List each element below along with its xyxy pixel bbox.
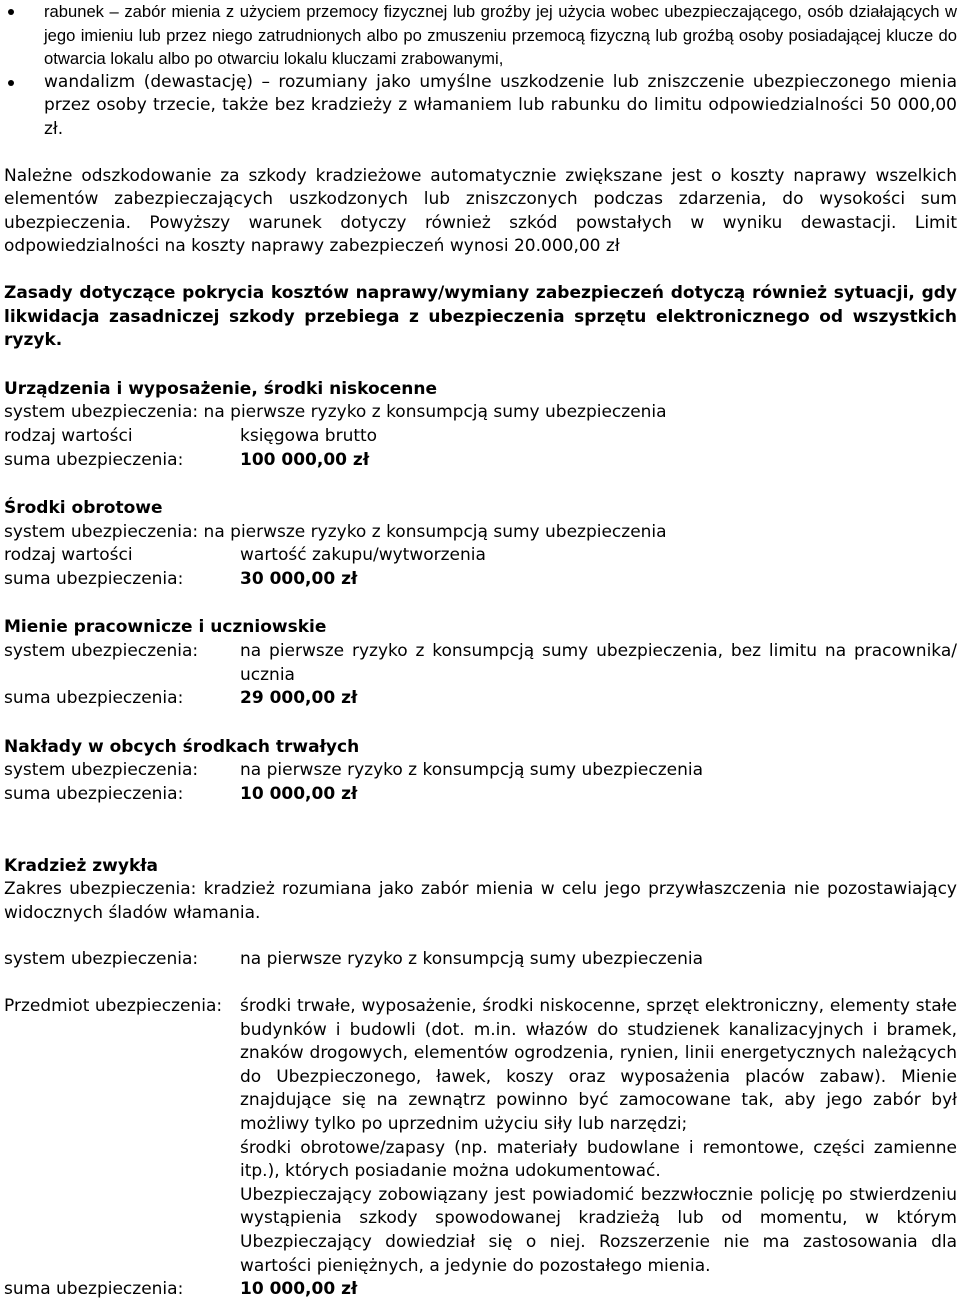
value-type-value: księgowa brutto xyxy=(240,425,378,446)
sum-insured-value: 10 000,00 zł xyxy=(240,784,358,805)
value-type-row xyxy=(4,544,957,568)
sum-insured-row xyxy=(4,568,957,592)
bullet-dot-icon xyxy=(8,9,14,15)
value-type-row xyxy=(4,425,957,449)
subject-label: Przedmiot ubezpieczenia: xyxy=(4,996,223,1016)
section-title-simple-theft: Kradzież zwykła xyxy=(4,855,159,876)
sum-insured-label: suma ubezpieczenia: xyxy=(4,688,184,709)
system-row xyxy=(4,759,957,783)
sum-insured-row xyxy=(4,1278,957,1302)
system-value: na pierwsze ryzyko z konsumpcją sumy ubezpieczenia xyxy=(240,949,704,970)
sum-insured-row xyxy=(4,687,957,711)
sum-insured-row xyxy=(4,783,957,807)
risk-bullet-list xyxy=(4,0,957,142)
section-title-equipment: Urządzenia i wyposażenie, środki niskocenne xyxy=(4,378,438,399)
sum-insured-value: 10 000,00 zł xyxy=(240,1279,358,1300)
system-label: system ubezpieczenia: xyxy=(4,760,199,781)
compensation-paragraph: Należne odszkodowanie za szkody kradzieżowe automatycznie zwiększane jest o koszty naprawy wszelkich elementów zabezpieczających uszkodzonych lub zniszczonych podczas zdarzenia, do wysokości sum ubezpieczenia. Powyższy warunek dotyczy również szkód powstałych w wyniku dewastacji. Limit odpowiedzialności na koszty naprawy zabezpieczeń wynosi 20.000,00 zł xyxy=(4,165,957,257)
sum-insured-label: suma ubezpieczenia: xyxy=(4,784,184,805)
sum-insured-label: suma ubezpieczenia: xyxy=(4,449,184,470)
system-line: system ubezpieczenia: na pierwsze ryzyko z konsumpcją sumy ubezpieczenia xyxy=(4,402,667,423)
value-type-label: rodzaj wartości xyxy=(4,425,133,446)
system-row xyxy=(4,640,957,687)
section-title-employee-property: Mienie pracownicze i uczniowskie xyxy=(4,617,327,638)
security-costs-paragraph: Zasady dotyczące pokrycia kosztów naprawy/wymiany zabezpieczeń dotyczą również sytuacji, gdy likwidacja zasadniczej szkody przebiega z ubezpieczenia sprzętu elektronicznego od wszystkich ryzyk. xyxy=(4,282,957,351)
subject-paragraph: środki trwałe, wyposażenie, środki niskocenne, sprzęt elektroniczny, elementy stałe budynków i budowli (dot. m.in. włazów do studzienek kanalizacyjnych i bramek, znaków drogowych, elementów ogrodzenia, rynien, linii energetycznych należących do Ubezpieczonego, ławek, koszy oraz wyposażenia placów zabaw). Mienie znajdujące się na zewnątrz powinno być zamocowane tak, aby jego zabór był możliwy tylko po uprzednim użyciu siły lub narzędzi; xyxy=(240,996,957,1134)
system-value: na pierwsze ryzyko z konsumpcją sumy ubezpieczenia, bez limitu na pracownika/ ucznia xyxy=(240,641,957,685)
sum-insured-label: suma ubezpieczenia: xyxy=(4,1279,184,1300)
bullet-text: rabunek – zabór mienia z użyciem przemocy fizycznej lub groźby jej użycia wobec ubezpieczającego, osób działających w jego imieniu lub przez niego zatrudnionych albo po zmuszeniu przemocą fizyczną lub groźbą osoby posiadającej klucze do otwarcia lokalu albo po otwarciu lokalu kluczami zrabowanymi, xyxy=(44,2,957,69)
sum-insured-value: 29 000,00 zł xyxy=(240,688,358,709)
bullet-text: wandalizm (dewastację) – rozumiany jako umyślne uszkodzenie lub zniszczenie ubezpieczonego mienia przez osoby trzecie, także bez kradzieży z włamaniem lub rabunku do limitu odpowiedzialności 50 000,00 zł. xyxy=(44,71,957,139)
section-title-outlays: Nakłady w obcych środkach trwałych xyxy=(4,736,360,757)
value-type-label: rodzaj wartości xyxy=(4,545,133,566)
system-row xyxy=(4,948,957,972)
system-line: system ubezpieczenia: na pierwsze ryzyko z konsumpcją sumy ubezpieczenia xyxy=(4,521,667,542)
bullet-wandalizm xyxy=(4,71,957,142)
sum-insured-row xyxy=(4,449,957,473)
sum-insured-label: suma ubezpieczenia: xyxy=(4,568,184,589)
system-value: na pierwsze ryzyko z konsumpcją sumy ubezpieczenia xyxy=(240,760,704,781)
subject-value xyxy=(240,995,957,1278)
system-label: system ubezpieczenia: xyxy=(4,949,199,970)
bullet-rabunek xyxy=(4,0,957,71)
bullet-dot-icon xyxy=(8,80,14,86)
scope-paragraph: Zakres ubezpieczenia: kradzież rozumiana jako zabór mienia w celu jego przywłaszczenia nie pozostawiający widocznych śladów włamania. xyxy=(4,879,957,923)
sum-insured-value: 100 000,00 zł xyxy=(240,449,370,470)
system-label: system ubezpieczenia: xyxy=(4,641,199,662)
value-type-value: wartość zakupu/wytworzenia xyxy=(240,545,486,566)
subject-paragraph: środki obrotowe/zapasy (np. materiały budowlane i remontowe, części zamienne itp.), których posiadanie można udokumentować. xyxy=(240,1137,957,1182)
sum-insured-value: 30 000,00 zł xyxy=(240,568,358,589)
subject-paragraph: Ubezpieczający zobowiązany jest powiadomić bezzwłocznie policję po stwierdzeniu wystąpienia szkody spowodowanej kradzieżą lub od momentu, w którym Ubezpieczający dowiedział się o niej. Rozszerzenie nie ma zastosowania dla wartości pieniężnych, a jedynie do pozostałego mienia. xyxy=(240,1184,957,1276)
subject-row xyxy=(4,995,957,1278)
section-title-current-assets: Środki obrotowe xyxy=(4,498,163,519)
